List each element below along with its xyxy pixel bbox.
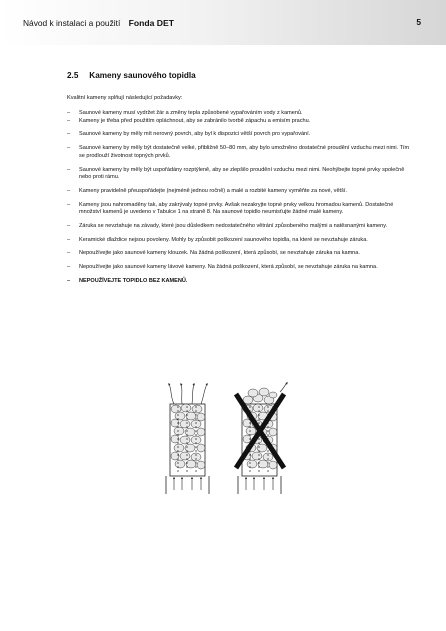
list-item-text: Záruka se nevztahuje na závady, které jsou důsledkem nedostatečného větrání způsobeného malými a natěsnanými kameny. (79, 223, 388, 230)
list-item (67, 264, 412, 272)
page-number: 5 (416, 17, 421, 27)
bullet-dash: – (67, 187, 71, 194)
list-item (67, 188, 412, 196)
list-item (67, 118, 412, 126)
bullet-dash: – (67, 145, 71, 152)
stone-placement-figure (160, 382, 290, 497)
list-item-text: NEPOUŽÍVEJTE TOPIDLO BEZ KAMENŮ. (79, 277, 188, 284)
manual-title: Návod k instalaci a použití (23, 18, 121, 28)
list-item-text: Saunové kameny musí vydržet žár a změny tepla způsobené vypařováním vody z kamenů. (79, 110, 303, 116)
list-item-text: Kameny je třeba před použitím opláchnout, aby se zabránilo tvorbě zápachu a emisím prachu. (79, 117, 311, 124)
list-item (67, 278, 412, 286)
list-item (67, 223, 412, 231)
bullet-dash: – (67, 223, 71, 230)
list-item-text: Saunové kameny by měly být dostatečně velké, přibližně 50–80 mm, aby bylo umožněno dostatečné proudění vzduchu mezi nimi. Tím se prodlouží životnost topných prvků. (79, 145, 410, 159)
correct-placement-heater (166, 384, 209, 494)
header-title (23, 18, 174, 28)
heater-stones-illustration (160, 382, 290, 497)
list-item-text: Nepoužívejte jako saunové kameny lávové kameny. Na žádná poškození, která způsobí, se nevztahuje záruka na kamna. (79, 264, 378, 271)
bullet-dash: – (67, 110, 71, 116)
list-item (67, 167, 412, 182)
list-item-text: Nepoužívejte jako saunové kameny klouzek. Na žádná poškození, která způsobí, se nevztahuje záruka na kamna. (79, 250, 360, 257)
bullet-dash: – (67, 250, 71, 257)
list-item-text: Saunové kameny by měly být uspořádány rozptýleně, aby se zlepšilo proudění vzduchu mezi nimi. Neohýbejte topné prvky společně nebo proti rámu. (79, 166, 405, 181)
bullet-dash: – (67, 201, 71, 208)
bullet-dash: – (67, 117, 71, 124)
requirements-list (67, 110, 412, 286)
bullet-dash: – (67, 131, 71, 138)
list-item (67, 250, 412, 258)
list-item (67, 145, 412, 160)
incorrect-placement-heater (236, 383, 287, 494)
section-heading (67, 71, 196, 80)
bullet-dash: – (67, 264, 71, 271)
bullet-dash: – (67, 236, 71, 243)
list-item-text: Keramické dlaždice nejsou povoleny. Mohly by způsobit poškození saunového topidla, na které se nevztahuje záruka. (79, 236, 368, 243)
bullet-dash: – (67, 277, 71, 284)
list-item-text: Kameny jsou nahromaděny tak, aby zakrývaly topné prvky. Avšak nezakryjte topné prvky velkou hromadou kamenů. Dostatečné množství kamenů je uvedeno v Tabulce 1 na straně 8. Na saunové topidlo neumisťujte žádné malé kameny. (79, 201, 394, 216)
list-item-text: Kameny pravidelně přeuspořádejte (nejméně jednou ročně) a malé a rozbité kameny vyměňte za nové, větší. (79, 187, 347, 194)
section-title: Kameny saunového topidla (89, 71, 196, 80)
list-item (67, 110, 412, 118)
list-item-text: Saunové kameny by měly mít nerovný povrch, aby byl k dispozici větší povrch pro vypařování. (79, 131, 311, 138)
list-item (67, 237, 412, 245)
list-item (67, 202, 412, 217)
product-name: Fonda DET (128, 18, 174, 28)
intro-text: Kvalitní kameny splňují následující požadavky: (67, 95, 183, 101)
bullet-dash: – (67, 166, 71, 173)
page-header (0, 0, 446, 45)
list-item (67, 131, 412, 139)
section-number: 2.5 (67, 71, 79, 80)
